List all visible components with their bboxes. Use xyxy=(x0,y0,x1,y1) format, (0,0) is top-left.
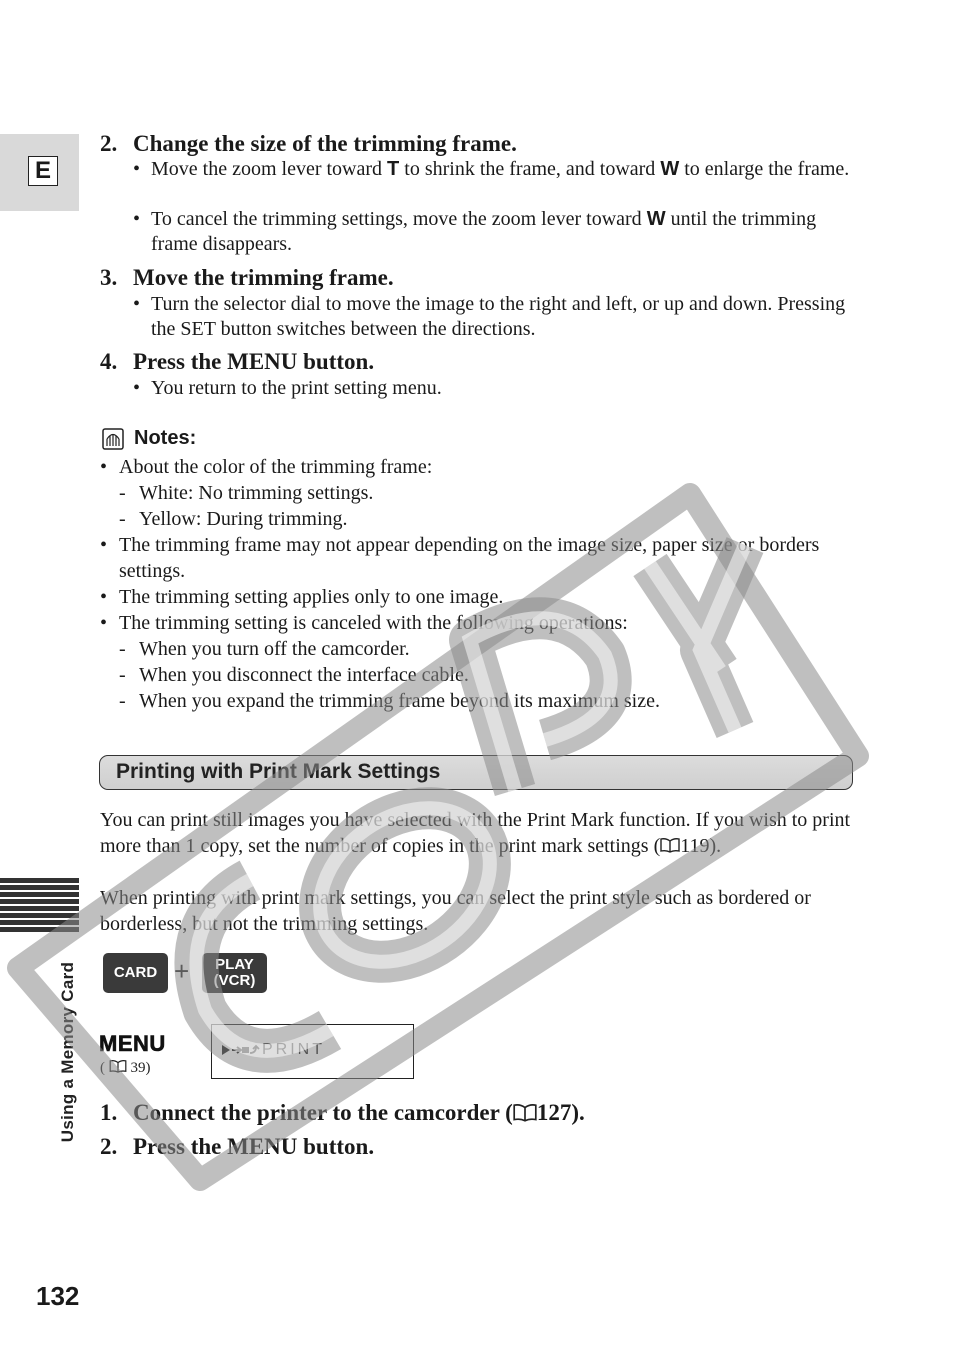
plus-sign: + xyxy=(174,956,190,986)
page-number: 132 xyxy=(36,1281,80,1311)
menu-print-item: PRINT xyxy=(220,1041,325,1059)
note-4: • The trimming setting is canceled with the following operations: xyxy=(100,612,628,634)
note-1: • About the color of the trimming frame: xyxy=(100,456,433,478)
step-4-title: 4. Press the MENU button. xyxy=(100,349,375,374)
bottom-step-2-title: 2. Press the MENU button. xyxy=(100,1134,375,1159)
notes-heading: Notes: xyxy=(102,427,196,450)
book-reference-icon xyxy=(513,1104,537,1122)
chapter-label: Using a Memory Card xyxy=(58,961,77,1143)
step-3-bullet-1: • Turn the selector dial to move the image to the right and left, or up and down. Pressing the SET button switches between the directions. xyxy=(133,293,846,340)
section-header-bar xyxy=(99,755,853,790)
step-4-bullet-1: • You return to the print setting menu. xyxy=(133,377,442,399)
step-2-title: 2. Change the size of the trimming frame. xyxy=(100,131,517,156)
section-paragraph-1: You can print still images you have selected with the Print Mark function. If you wish to print more than 1 copy, set the number of copies in the print mark settings ( 119). xyxy=(100,809,851,857)
menu-page-reference: ( 39) xyxy=(100,1060,151,1076)
note-4-sub-3: - When you expand the trimming frame beyond its maximum size. xyxy=(119,690,660,712)
play-label: PLAY xyxy=(215,956,254,973)
menu-screen-box xyxy=(211,1024,414,1079)
print-arrow-icon xyxy=(220,1043,260,1057)
notes-icon xyxy=(102,428,124,450)
note-4-sub-1: - When you turn off the camcorder. xyxy=(119,638,410,660)
note-4-sub-2: - When you disconnect the interface cable. xyxy=(119,664,469,686)
section-paragraph-2: When printing with print mark settings, you can select the print style such as bordered or borderless, but not the trimming settings. xyxy=(100,887,811,935)
step-3-title: 3. Move the trimming frame. xyxy=(100,265,394,290)
section-title: Printing with Print Mark Settings xyxy=(116,760,441,783)
note-2: • The trimming frame may not appear depending on the image size, paper size or borders settings. xyxy=(100,534,820,582)
step-2-bullet-2: • To cancel the trimming settings, move the zoom lever toward W until the trimming frame disappears. xyxy=(133,208,817,255)
note-1-sub-1: - White: No trimming settings. xyxy=(119,482,374,504)
note-3: • The trimming setting applies only to one image. xyxy=(100,586,504,608)
bottom-step-1-title: 1. Connect the printer to the camcorder ( 127). xyxy=(100,1100,585,1125)
note-1-sub-2: - Yellow: During trimming. xyxy=(119,508,348,530)
chapter-stripes xyxy=(0,878,79,934)
language-letter: E xyxy=(28,156,58,186)
vcr-label: (VCR) xyxy=(213,972,256,989)
book-reference-icon xyxy=(660,838,680,853)
menu-label: MENU xyxy=(99,1031,166,1056)
book-reference-icon xyxy=(109,1060,127,1073)
play-vcr-mode-badge xyxy=(202,953,267,993)
step-2-bullet-1: • Move the zoom lever toward T to shrink the frame, and toward W to enlarge the frame. xyxy=(133,158,850,180)
card-mode-badge: CARD xyxy=(103,953,168,993)
